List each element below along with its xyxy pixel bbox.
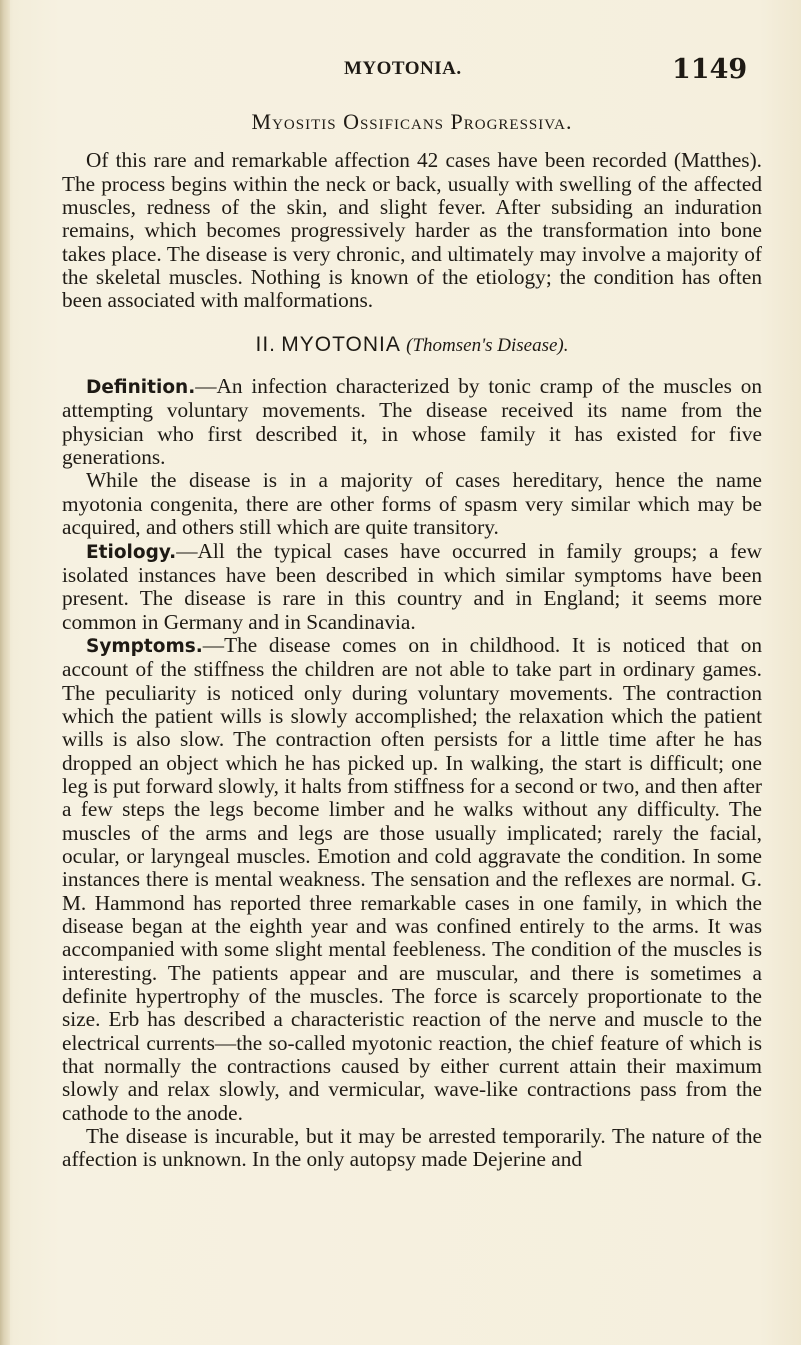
chapter-heading-myotonia bbox=[62, 333, 762, 357]
definition-label: Definition. bbox=[86, 377, 196, 399]
running-title: MYOTONIA. bbox=[344, 58, 462, 79]
section-heading-myositis: Myositis Ossificans Progressiva. bbox=[251, 109, 573, 134]
chapter-alt-title: (Thomsen's Disease). bbox=[406, 334, 569, 356]
symptoms-label: Symptoms. bbox=[86, 635, 203, 657]
definition-text: —An infection characterized by tonic cramp of the muscles on attempting voluntary movements. The disease received its name from the physician who first described it, in whose family it has existed for five generations. bbox=[62, 374, 762, 470]
final-paragraph: The disease is incurable, but it may be arrested temporarily. The nature of the affection is unknown. In the only autopsy made Dejerine and bbox=[62, 1124, 762, 1172]
page-body bbox=[62, 110, 762, 1172]
page-number: 1149 bbox=[672, 54, 748, 85]
definition-paragraph-2: While the disease is in a majority of cases hereditary, hence the name myotonia congenita, there are other forms of spasm very similar which may be acquired, and others still which are quite transitory. bbox=[62, 468, 762, 540]
myositis-paragraph: Of this rare and remarkable affection 42 cases have been recorded (Matthes). The process begins within the neck or back, usually with swelling of the affected muscles, redness of the skin, and slight fever. After subsiding an induration remains, which becomes progressively harder as the transformation into bone takes place. The disease is very chronic, and ultimately may involve a majority of the skeletal muscles. Nothing is known of the etiology; the condition has often been associated with malformations. bbox=[62, 148, 762, 313]
running-head bbox=[0, 54, 801, 94]
page-binding-edge bbox=[0, 0, 10, 1345]
etiology-label: Etiology. bbox=[86, 541, 177, 563]
symptoms-text: —The disease comes on in childhood. It is noticed that on account of the stiffness the children are not able to take part in ordinary games. The peculiarity is noticed only during voluntary movements. The contraction which the patient wills is slowly accomplished; the relaxation which the patient wills is also slow. The contraction often persists for a little time after he has dropped an object which he has picked up. In walking, the start is difficult; one leg is put forward slowly, it halts from stiffness for a second or two, and then after a few steps the legs become limber and he walks without any difficulty. The muscles of the arms and legs are those usually implicated; rarely the facial, ocular, or laryngeal muscles. Emotion and cold aggravate the condition. In some instances there is mental weakness. The sensation and the reflexes are normal. G. M. Hammond has reported three remarkable cases in one family, in which the disease began at the eighth year and was confined entirely to the arms. It was accompanied with some slight mental feebleness. The condition of the muscles is interesting. The patients appear and are muscular, and there is sometimes a definite hypertrophy of the muscles. The force is scarcely proportionate to the size. Erb has described a characteristic reaction of the nerve and muscle to the electrical currents—the so-called myotonic reaction, the chief feature of which is that normally the contractions caused by either current attain their maximum slowly and relax slowly, and vermicular, wave-like contractions pass from the cathode to the anode. bbox=[62, 632, 762, 1125]
etiology-text: —All the typical cases have occurred in family groups; a few isolated instances have been described in which similar symptoms have been present. The disease is rare in this country and in England; it seems more common in Germany and in Scandinavia. bbox=[62, 538, 762, 634]
chapter-title: MYOTONIA bbox=[281, 332, 401, 356]
symptoms-paragraph bbox=[62, 634, 762, 1125]
chapter-numeral: II. bbox=[255, 332, 276, 356]
definition-paragraph bbox=[62, 375, 762, 469]
etiology-paragraph bbox=[62, 540, 762, 634]
